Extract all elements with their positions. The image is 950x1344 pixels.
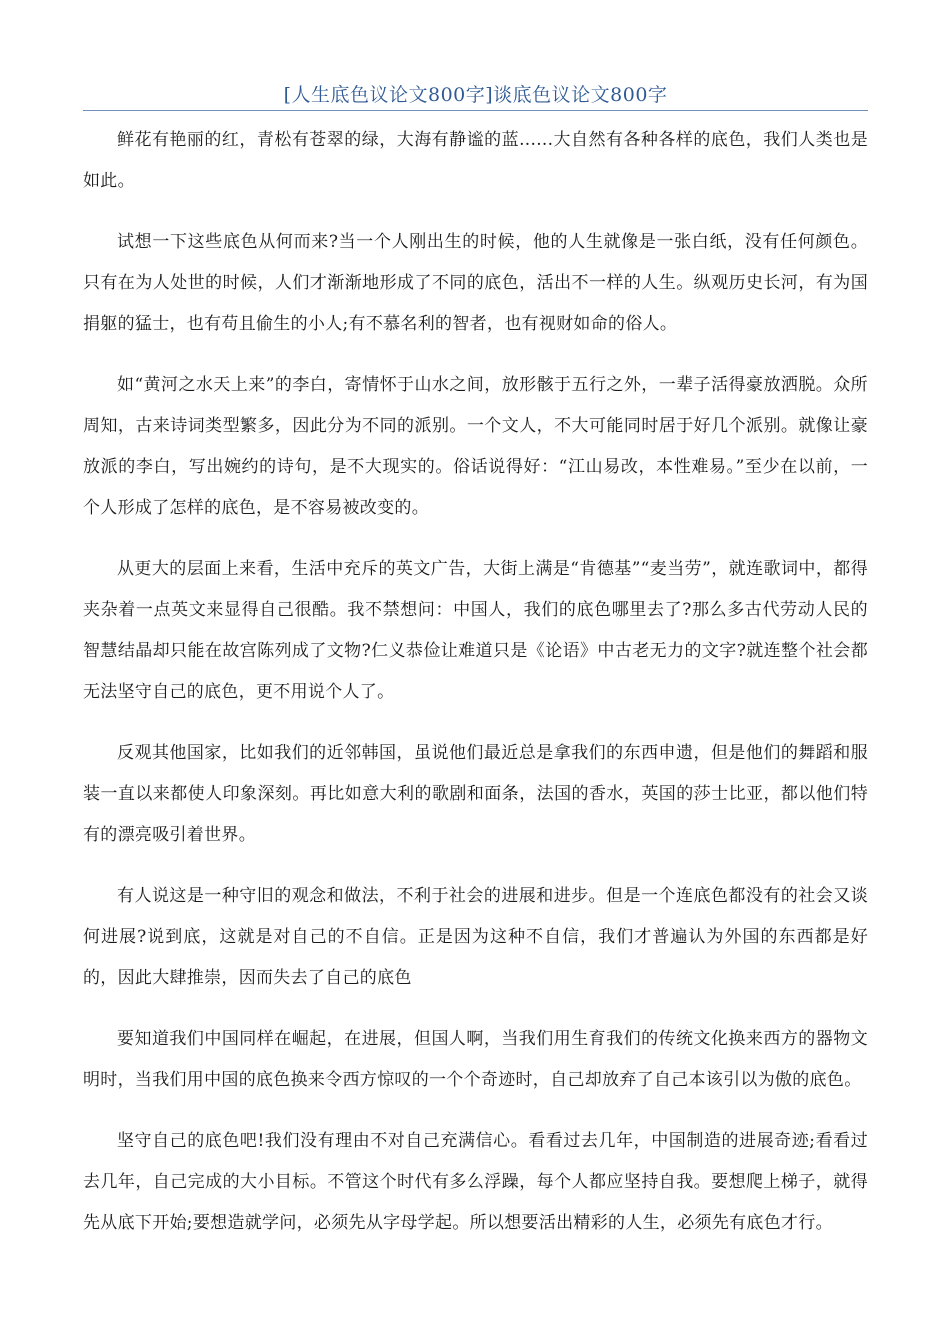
document-header xyxy=(83,80,868,111)
document-title: [人生底色议论文800字]谈底色议论文800字 xyxy=(283,84,668,106)
paragraph-7: 要知道我们中国同样在崛起，在进展，但国人啊，当我们用生育我们的传统文化换来西方的器物文明时，当我们用中国的底色换来令西方惊叹的一个个奇迹时，自己却放弃了自己本该引以为傲的底色。 xyxy=(83,1029,868,1090)
paragraph-5: 反观其他国家，比如我们的近邻韩国，虽说他们最近总是拿我们的东西申遗，但是他们的舞蹈和服装一直以来都使人印象深刻。再比如意大利的歌剧和面条，法国的香水，英国的莎士比亚，都以他们特有的漂亮吸引着世界。 xyxy=(83,743,868,845)
paragraph-3: 如“黄河之水天上来”的李白，寄情怀于山水之间，放形骸于五行之外，一辈子活得豪放洒脱。众所周知，古来诗词类型繁多，因此分为不同的派别。一个文人，不大可能同时居于好几个派别。就像让豪放派的李白，写出婉约的诗句，是不大现实的。俗话说得好：“江山易改，本性难易。”至少在以前，一个人形成了怎样的底色，是不容易被改变的。 xyxy=(83,375,868,518)
paragraph-8: 坚守自己的底色吧!我们没有理由不对自己充满信心。看看过去几年，中国制造的进展奇迹;看看过去几年，自己完成的大小目标。不管这个时代有多么浮躁，每个人都应坚持自我。要想爬上梯子，就得先从底下开始;要想造就学问，必须先从字母学起。所以想要活出精彩的人生，必须先有底色才行。 xyxy=(83,1131,868,1233)
paragraph-2: 试想一下这些底色从何而来?当一个人刚出生的时候，他的人生就像是一张白纸，没有任何颜色。只有在为人处世的时候，人们才渐渐地形成了不同的底色，活出不一样的人生。纵观历史长河，有为国捐躯的猛士，也有苟且偷生的小人;有不慕名利的智者，也有视财如命的俗人。 xyxy=(83,232,868,334)
paragraph-4: 从更大的层面上来看，生活中充斥的英文广告，大街上满是“肯德基”“麦当劳”，就连歌词中，都得夹杂着一点英文来显得自己很酷。我不禁想问：中国人，我们的底色哪里去了?那么多古代劳动人民的智慧结晶却只能在故宫陈列成了文物?仁义恭俭让难道只是《论语》中古老无力的文字?就连整个社会都无法坚守自己的底色，更不用说个人了。 xyxy=(83,559,868,702)
paragraph-6: 有人说这是一种守旧的观念和做法，不利于社会的进展和进步。但是一个连底色都没有的社会又谈何进展?说到底，这就是对自己的不自信。正是因为这种不自信，我们才普遍认为外国的东西都是好的，因此大肆推崇，因而失去了自己的底色 xyxy=(83,886,868,988)
paragraph-1: 鲜花有艳丽的红，青松有苍翠的绿，大海有静谧的蓝......大自然有各种各样的底色，我们人类也是如此。 xyxy=(83,130,868,191)
document-body xyxy=(83,120,868,1264)
